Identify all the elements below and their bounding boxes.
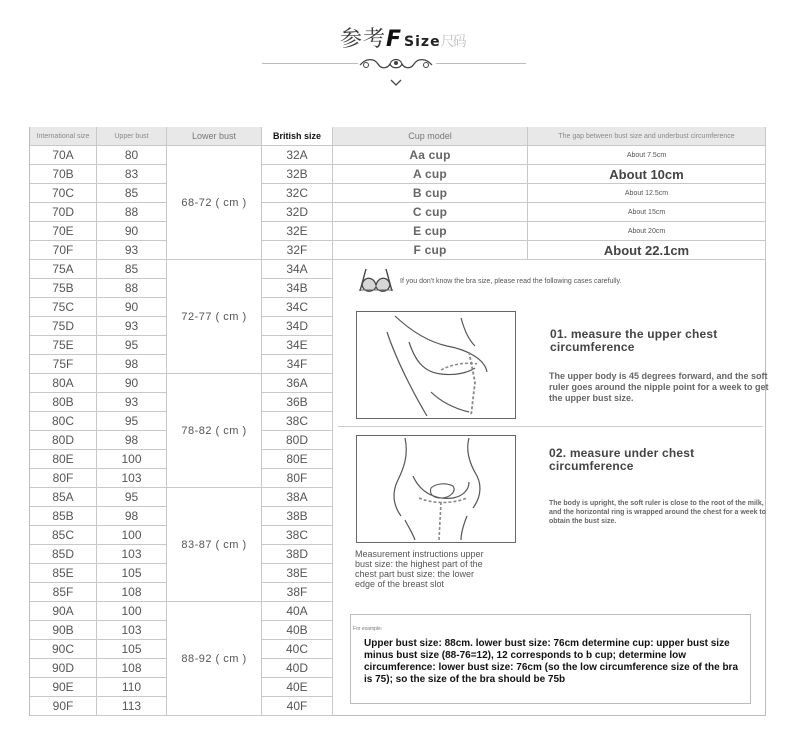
british-size-cell: 34A: [262, 260, 333, 279]
british-size-cell: 38B: [262, 507, 333, 526]
upper-bust-cell: 85: [97, 184, 167, 203]
upper-bust-cell: 93: [97, 317, 167, 336]
british-size-cell: 38E: [262, 564, 333, 583]
british-size-cell: 40E: [262, 678, 333, 697]
page-title: [340, 22, 465, 53]
header-lower-bust: Lower bust: [167, 127, 262, 146]
gap-cell: About 10cm: [528, 165, 766, 184]
upper-bust-cell: 88: [97, 203, 167, 222]
intl-size-cell: 75E: [30, 336, 97, 355]
british-size-cell: 80D: [262, 431, 333, 450]
intl-size-cell: 70E: [30, 222, 97, 241]
cup-model-cell: Aa cup: [333, 146, 528, 165]
upper-bust-cell: 108: [97, 659, 167, 678]
intl-size-cell: 85B: [30, 507, 97, 526]
lower-bust-cell: 68-72 ( cm ): [167, 146, 262, 260]
cup-model-cell: F cup: [333, 241, 528, 260]
title-tail: 尺码: [440, 34, 465, 50]
cup-model-cell: E cup: [333, 222, 528, 241]
upper-bust-cell: 90: [97, 374, 167, 393]
section-divider: [338, 426, 763, 427]
intl-size-cell: 80F: [30, 469, 97, 488]
example-label: For example:: [353, 626, 383, 632]
lower-bust-cell: 78-82 ( cm ): [167, 374, 262, 488]
upper-bust-cell: 100: [97, 450, 167, 469]
british-size-cell: 34C: [262, 298, 333, 317]
intl-size-cell: 80C: [30, 412, 97, 431]
british-size-cell: 40D: [262, 659, 333, 678]
british-size-cell: 40F: [262, 697, 333, 716]
intl-size-cell: 70D: [30, 203, 97, 222]
british-size-cell: 80E: [262, 450, 333, 469]
header-cup-model: Cup model: [333, 127, 528, 146]
lower-bust-cell: 72-77 ( cm ): [167, 260, 262, 374]
lower-bust-cell: 88-92 ( cm ): [167, 602, 262, 716]
title-reference: 参考: [340, 27, 387, 52]
upper-bust-cell: 90: [97, 298, 167, 317]
british-size-cell: 38C: [262, 412, 333, 431]
intl-size-cell: 80E: [30, 450, 97, 469]
upper-bust-cell: 98: [97, 355, 167, 374]
example-text: Upper bust size: 88cm. lower bust size: 76cm determine cup: upper bust size minus bust size (88-76=12), 12 corresponds to b cup; determine low circumference: lower bust size: 76cm (so the low circumference size of the bra is 75); so the size of the bra should be 75b: [364, 638, 739, 685]
upper-bust-cell: 110: [97, 678, 167, 697]
bra-icon: [357, 265, 395, 297]
intl-size-cell: 90C: [30, 640, 97, 659]
intl-size-cell: 85F: [30, 583, 97, 602]
british-size-cell: 36B: [262, 393, 333, 412]
upper-bust-cell: 95: [97, 488, 167, 507]
british-size-cell: 40A: [262, 602, 333, 621]
intl-size-cell: 75A: [30, 260, 97, 279]
intl-size-cell: 85A: [30, 488, 97, 507]
upper-bust-cell: 80: [97, 146, 167, 165]
british-size-cell: 32A: [262, 146, 333, 165]
page-header: [0, 0, 790, 95]
british-size-cell: 36A: [262, 374, 333, 393]
intl-size-cell: 85D: [30, 545, 97, 564]
intl-size-cell: 90A: [30, 602, 97, 621]
intl-size-cell: 70A: [30, 146, 97, 165]
intl-size-cell: 90B: [30, 621, 97, 640]
cup-model-cell: A cup: [333, 165, 528, 184]
british-size-cell: 32B: [262, 165, 333, 184]
upper-bust-cell: 85: [97, 260, 167, 279]
header-international-size: International size: [30, 127, 97, 146]
intl-size-cell: 75B: [30, 279, 97, 298]
step2-description: The body is upright, the soft ruler is close to the root of the milk, and the horizontal ring is wrapped around the chest for a week to obtain the bust size.: [549, 500, 767, 525]
title-size-tag: Size: [404, 34, 441, 50]
intl-size-cell: 75C: [30, 298, 97, 317]
upper-bust-cell: 93: [97, 241, 167, 260]
header-rule-left: [262, 63, 358, 64]
british-size-cell: 80F: [262, 469, 333, 488]
upper-bust-cell: 103: [97, 545, 167, 564]
measurement-instructions: Measurement instructions upper bust size: the highest part of the chest part bust size: the lower edge of the breast slot: [355, 549, 484, 589]
british-size-cell: 34D: [262, 317, 333, 336]
hint-text: If you don't know the bra size, please read the following cases carefully.: [400, 278, 622, 285]
british-size-cell: 32F: [262, 241, 333, 260]
upper-bust-cell: 88: [97, 279, 167, 298]
upper-bust-cell: 98: [97, 431, 167, 450]
upper-bust-cell: 100: [97, 526, 167, 545]
header-gap: The gap between bust size and underbust circumference: [528, 127, 766, 146]
british-size-cell: 40C: [262, 640, 333, 659]
upper-bust-cell: 103: [97, 621, 167, 640]
intl-size-cell: 80D: [30, 431, 97, 450]
intl-size-cell: 90D: [30, 659, 97, 678]
british-size-cell: 40B: [262, 621, 333, 640]
upper-chest-illustration: [356, 311, 516, 419]
step1-description: The upper body is 45 degrees forward, and the soft ruler goes around the nipple point for a week to get the upper bust size.: [549, 371, 769, 403]
intl-size-cell: 70F: [30, 241, 97, 260]
intl-size-cell: 75F: [30, 355, 97, 374]
gap-cell: About 22.1cm: [528, 241, 766, 260]
upper-chest-figure-icon: [357, 312, 515, 418]
upper-bust-cell: 95: [97, 336, 167, 355]
cup-model-cell: C cup: [333, 203, 528, 222]
step2-title: 02. measure under chest circumference: [549, 446, 695, 473]
british-size-cell: 34B: [262, 279, 333, 298]
intl-size-cell: 90E: [30, 678, 97, 697]
upper-bust-cell: 103: [97, 469, 167, 488]
british-size-cell: 38F: [262, 583, 333, 602]
intl-size-cell: 90F: [30, 697, 97, 716]
gap-cell: About 12.5cm: [528, 184, 766, 203]
british-size-cell: 34F: [262, 355, 333, 374]
ornament-icon: [356, 54, 436, 90]
british-size-cell: 32C: [262, 184, 333, 203]
british-size-cell: 34E: [262, 336, 333, 355]
intl-size-cell: 85E: [30, 564, 97, 583]
upper-bust-cell: 105: [97, 640, 167, 659]
upper-bust-cell: 113: [97, 697, 167, 716]
gap-cell: About 7.5cm: [528, 146, 766, 165]
upper-bust-cell: 83: [97, 165, 167, 184]
upper-bust-cell: 98: [97, 507, 167, 526]
header-upper-bust: Upper bust: [97, 127, 167, 146]
upper-bust-cell: 95: [97, 412, 167, 431]
intl-size-cell: 85C: [30, 526, 97, 545]
upper-bust-cell: 93: [97, 393, 167, 412]
upper-bust-cell: 108: [97, 583, 167, 602]
intl-size-cell: 70B: [30, 165, 97, 184]
intl-size-cell: 80B: [30, 393, 97, 412]
british-size-cell: 38A: [262, 488, 333, 507]
lower-bust-cell: 83-87 ( cm ): [167, 488, 262, 602]
cup-model-cell: B cup: [333, 184, 528, 203]
upper-bust-cell: 90: [97, 222, 167, 241]
header-british-size: British size: [262, 127, 333, 146]
intl-size-cell: 75D: [30, 317, 97, 336]
upper-bust-cell: 100: [97, 602, 167, 621]
intl-size-cell: 80A: [30, 374, 97, 393]
british-size-cell: 38D: [262, 545, 333, 564]
title-brand: F: [386, 27, 403, 52]
header-rule-right: [436, 63, 526, 64]
british-size-cell: 32D: [262, 203, 333, 222]
british-size-cell: 32E: [262, 222, 333, 241]
step1-title: 01. measure the upper chest circumference: [550, 327, 718, 354]
gap-cell: About 20cm: [528, 222, 766, 241]
british-size-cell: 38C: [262, 526, 333, 545]
gap-cell: About 15cm: [528, 203, 766, 222]
upper-bust-cell: 105: [97, 564, 167, 583]
intl-size-cell: 70C: [30, 184, 97, 203]
under-chest-illustration: [356, 435, 516, 543]
under-chest-figure-icon: [357, 436, 515, 542]
